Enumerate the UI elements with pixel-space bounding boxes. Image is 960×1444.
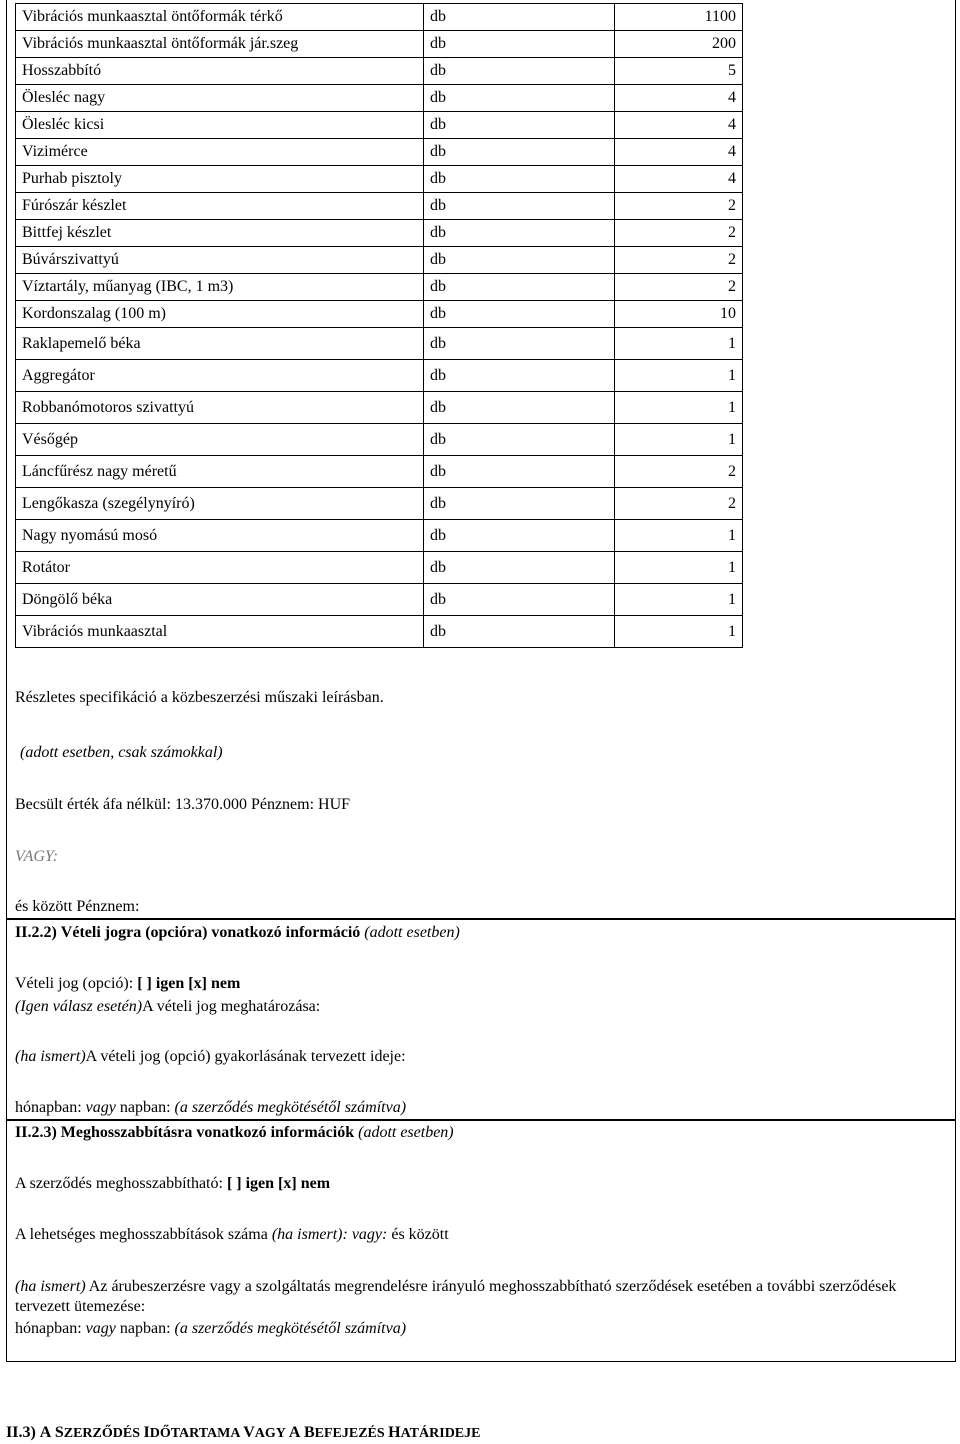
estimated-value: Becsült érték áfa nélkül: 13.370.000 Pénznem: HUF — [15, 796, 351, 813]
item-unit: db — [424, 488, 615, 520]
option-definition-row — [15, 998, 320, 1016]
item-quantity: 1 — [615, 616, 743, 648]
or-word: vagy — [85, 1320, 116, 1337]
section-2-2-2-heading — [15, 924, 460, 942]
item-unit: db — [424, 552, 615, 584]
table-row — [16, 301, 743, 328]
item-name: Vibrációs munkaasztal öntőformák térkő — [16, 4, 424, 31]
item-quantity: 1 — [615, 552, 743, 584]
extension-count-label: A lehetséges meghosszabbítások száma — [15, 1226, 268, 1243]
item-name: Raklapemelő béka — [16, 328, 424, 360]
divider — [6, 918, 956, 920]
item-quantity: 2 — [615, 193, 743, 220]
months-label: hónapban: — [15, 1320, 82, 1337]
item-name: Fúrószár készlet — [16, 193, 424, 220]
table-row — [16, 220, 743, 247]
schedule-text: Az árubeszerzésre vagy a szolgáltatás megrendelésre irányuló meghosszabbítható szerződések esetében a további szerződések tervezett ütemezése: — [15, 1278, 897, 1315]
table-row — [16, 193, 743, 220]
item-name: Robbanómotoros szivattyú — [16, 392, 424, 424]
item-quantity: 2 — [615, 456, 743, 488]
item-name: Vésőgép — [16, 424, 424, 456]
section-2-2-3-heading — [15, 1124, 454, 1142]
item-unit: db — [424, 520, 615, 552]
item-quantity: 1 — [615, 584, 743, 616]
section-title: Meghosszabbításra vonatkozó információk — [60, 1124, 355, 1141]
option-exercise-time: A vételi jog (opció) gyakorlásának tervezett ideje: — [85, 1048, 406, 1065]
section-title: A SZERZŐDÉS IDŐTARTAMA VAGY A BEFEJEZÉS HATÁRIDEJE — [39, 1424, 481, 1441]
from-contract-note: (a szerződés megkötésétől számítva) — [174, 1320, 407, 1337]
table-row — [16, 584, 743, 616]
item-name: Ölesléc kicsi — [16, 112, 424, 139]
item-name: Vibrációs munkaasztal — [16, 616, 424, 648]
item-quantity: 1 — [615, 424, 743, 456]
item-quantity: 4 — [615, 166, 743, 193]
item-unit: db — [424, 58, 615, 85]
table-row — [16, 424, 743, 456]
days-label: napban: — [119, 1320, 171, 1337]
option-label: Vételi jog (opció): — [15, 975, 134, 992]
item-unit: db — [424, 31, 615, 58]
item-unit: db — [424, 166, 615, 193]
item-quantity: 1 — [615, 520, 743, 552]
days-label: napban: — [119, 1099, 171, 1116]
option-row — [15, 975, 240, 993]
table-row — [16, 85, 743, 112]
table-row — [16, 247, 743, 274]
item-quantity: 2 — [615, 274, 743, 301]
item-quantity: 2 — [615, 488, 743, 520]
item-quantity: 1 — [615, 360, 743, 392]
item-quantity: 4 — [615, 85, 743, 112]
item-unit: db — [424, 85, 615, 112]
section-title: Vételi jogra (opcióra) vonatkozó információ — [60, 924, 361, 941]
item-name: Bittfej készlet — [16, 220, 424, 247]
item-name: Rotátor — [16, 552, 424, 584]
items-table — [15, 3, 743, 648]
item-unit: db — [424, 112, 615, 139]
item-name: Kordonszalag (100 m) — [16, 301, 424, 328]
item-quantity: 2 — [615, 247, 743, 274]
table-row — [16, 616, 743, 648]
table-row — [16, 328, 743, 360]
item-quantity: 200 — [615, 31, 743, 58]
item-quantity: 2 — [615, 220, 743, 247]
item-name: Döngölő béka — [16, 584, 424, 616]
item-name: Purhab pisztoly — [16, 166, 424, 193]
table-row — [16, 456, 743, 488]
extension-schedule — [15, 1277, 915, 1317]
item-name: Nagy nyomású mosó — [16, 520, 424, 552]
item-unit: db — [424, 220, 615, 247]
extension-count-row — [15, 1226, 449, 1244]
table-row — [16, 4, 743, 31]
item-quantity: 4 — [615, 139, 743, 166]
from-contract-note: (a szerződés megkötésétől számítva) — [174, 1099, 407, 1116]
if-known-note: (ha ismert) — [15, 1048, 86, 1065]
schedule-if-known: (ha ismert) — [15, 1278, 86, 1295]
item-name: Lengőkasza (szegélynyíró) — [16, 488, 424, 520]
section-note: (adott esetben) — [358, 1124, 454, 1141]
if-yes-note: (Igen válasz esetén) — [15, 998, 143, 1015]
section-number: II.2.2) — [15, 924, 57, 941]
item-unit: db — [424, 139, 615, 166]
table-row — [16, 166, 743, 193]
item-unit: db — [424, 247, 615, 274]
option-exercise-row — [15, 1048, 406, 1066]
divider — [6, 1119, 956, 1121]
option-time-row — [15, 1099, 406, 1117]
table-row — [16, 552, 743, 584]
item-name: Hosszabbító — [16, 58, 424, 85]
extendable-choice: [ ] igen [x] nem — [226, 1175, 331, 1192]
item-quantity: 1 — [615, 392, 743, 424]
item-unit: db — [424, 274, 615, 301]
section-3-heading — [6, 1424, 480, 1442]
months-label: hónapban: — [15, 1099, 82, 1116]
item-name: Víztartály, műanyag (IBC, 1 m3) — [16, 274, 424, 301]
between-currency: és között Pénznem: — [15, 898, 140, 915]
or-word: vagy: — [351, 1226, 388, 1243]
table-row — [16, 31, 743, 58]
or-word: vagy — [85, 1099, 116, 1116]
numbers-only-note: (adott esetben, csak számokkal) — [20, 744, 223, 761]
between-label: és között — [391, 1226, 449, 1243]
table-row — [16, 274, 743, 301]
section-number: II.3) — [6, 1424, 36, 1441]
item-unit: db — [424, 456, 615, 488]
item-unit: db — [424, 392, 615, 424]
table-row — [16, 360, 743, 392]
item-unit: db — [424, 424, 615, 456]
item-name: Láncfűrész nagy méretű — [16, 456, 424, 488]
item-quantity: 1100 — [615, 4, 743, 31]
item-name: Búvárszivattyú — [16, 247, 424, 274]
section-note: (adott esetben) — [364, 924, 460, 941]
item-name: Aggregátor — [16, 360, 424, 392]
item-quantity: 1 — [615, 328, 743, 360]
item-unit: db — [424, 301, 615, 328]
extendable-label: A szerződés meghosszabbítható: — [15, 1175, 223, 1192]
table-row — [16, 488, 743, 520]
or-label: VAGY: — [15, 848, 59, 865]
option-choice: [ ] igen [x] nem — [137, 975, 241, 992]
section-number: II.2.3) — [15, 1124, 57, 1141]
item-quantity: 4 — [615, 112, 743, 139]
item-unit: db — [424, 360, 615, 392]
spec-note: Részletes specifikáció a közbeszerzési műszaki leírásban. — [15, 689, 384, 706]
table-row — [16, 112, 743, 139]
item-name: Vizimérce — [16, 139, 424, 166]
if-known-note: (ha ismert): — [271, 1226, 348, 1243]
extension-row — [15, 1175, 330, 1193]
table-row — [16, 392, 743, 424]
item-name: Vibrációs munkaasztal öntőformák jár.szeg — [16, 31, 424, 58]
table-row — [16, 58, 743, 85]
item-name: Ölesléc nagy — [16, 85, 424, 112]
item-unit: db — [424, 584, 615, 616]
table-row — [16, 520, 743, 552]
table-row — [16, 139, 743, 166]
item-unit: db — [424, 616, 615, 648]
item-unit: db — [424, 193, 615, 220]
item-quantity: 10 — [615, 301, 743, 328]
extension-time-row — [15, 1320, 406, 1338]
item-quantity: 5 — [615, 58, 743, 85]
item-unit: db — [424, 4, 615, 31]
item-unit: db — [424, 328, 615, 360]
option-definition: A vételi jog meghatározása: — [142, 998, 321, 1015]
